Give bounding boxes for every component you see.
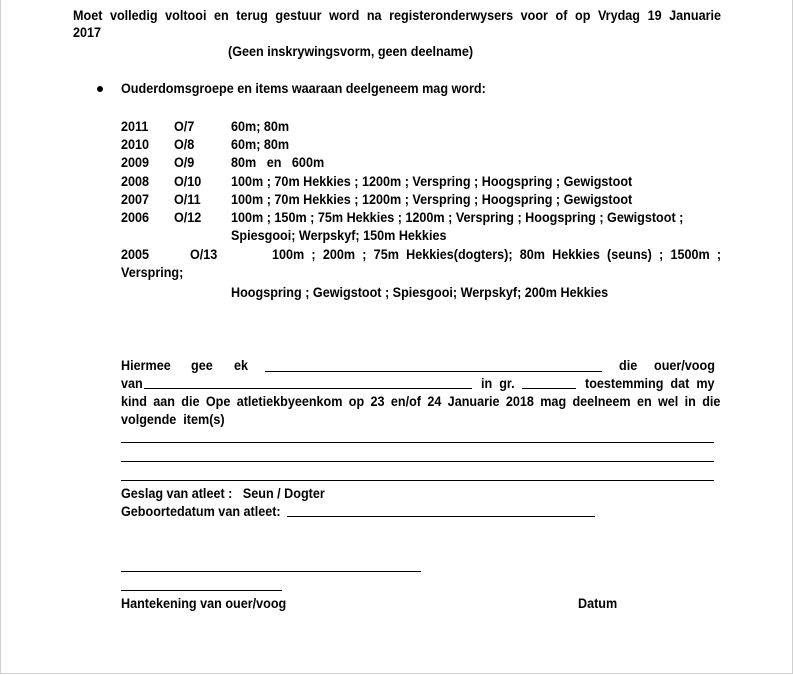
age-year: 2005 xyxy=(121,246,150,262)
consent-word: gee xyxy=(191,357,213,373)
age-year: 2006 xyxy=(121,209,150,225)
consent-toestemming: toestemming dat my xyxy=(585,375,715,391)
age-year: 2011 xyxy=(121,118,149,134)
age-group: O/9 xyxy=(174,154,195,170)
items-field-line[interactable] xyxy=(121,461,714,462)
date-label: Datum xyxy=(578,595,618,611)
age-group: O/8 xyxy=(174,136,195,152)
consent-word: ouer/voog xyxy=(654,357,715,373)
consent-line-3: kind aan die Ope atletiekbyeenkom op 23 en/of 24 Januarie 2018 mag deelneem en wel in die xyxy=(121,393,721,409)
consent-word: Hiermee xyxy=(121,357,171,373)
age-items: 100m ; 70m Hekkies ; 1200m ; Verspring ; Hoogspring ; Gewigstoot xyxy=(231,173,633,189)
consent-in-gr: in gr. xyxy=(481,375,515,391)
age-items-continued: Spiesgooi; Werpskyf; 150m Hekkies xyxy=(231,227,447,243)
athlete-name-field[interactable] xyxy=(144,388,472,389)
consent-van: van xyxy=(121,375,143,391)
age-group: O/13 xyxy=(190,246,218,262)
consent-line-4: volgende item(s) xyxy=(121,411,225,427)
age-group: O/10 xyxy=(174,173,202,189)
items-field-line[interactable] xyxy=(121,480,714,481)
age-items-continued: Hoogspring ; Gewigstoot ; Spiesgooi; Werpskyf; 200m Hekkies xyxy=(231,284,609,300)
consent-word: ek xyxy=(234,357,249,373)
age-items: 80m en 600m xyxy=(231,154,325,170)
age-year: 2007 xyxy=(121,191,150,207)
signature-field-short[interactable] xyxy=(121,590,282,591)
signature-label: Hantekening van ouer/voog xyxy=(121,595,287,611)
intro-line-2: 2017 xyxy=(73,24,102,40)
age-group: O/7 xyxy=(174,118,195,134)
age-items: 60m; 80m xyxy=(231,136,290,152)
bullet-icon xyxy=(97,86,103,92)
age-items: 100m ; 200m ; 75m Hekkies(dogters); 80m Hekkies (seuns) ; 1500m ; xyxy=(272,246,722,262)
birth-date-field[interactable] xyxy=(287,516,595,517)
age-items: 100m ; 150m ; 75m Hekkies ; 1200m ; Verspring ; Hoogspring ; Gewigstoot ; xyxy=(231,209,684,225)
age-year: 2010 xyxy=(121,136,150,152)
age-year: 2009 xyxy=(121,154,150,170)
age-items-continued: Verspring; xyxy=(121,264,184,280)
signature-field[interactable] xyxy=(121,571,421,572)
grade-field[interactable] xyxy=(522,388,576,389)
age-year: 2008 xyxy=(121,173,150,189)
age-items: 100m ; 70m Hekkies ; 1200m ; Verspring ; Hoogspring ; Gewigstoot xyxy=(231,191,633,207)
age-group: O/12 xyxy=(174,209,202,225)
intro-line-1: Moet volledig voltooi en terug gestuur word na registeronderwysers voor of op Vrydag 19 Januarie xyxy=(73,7,721,23)
consent-word: die xyxy=(619,357,638,373)
bullet-heading: Ouderdomsgroepe en items waaraan deelgeneem mag word: xyxy=(121,80,486,96)
age-group: O/11 xyxy=(174,191,201,207)
gender-label: Geslag van atleet : Seun / Dogter xyxy=(121,485,325,501)
items-field-line[interactable] xyxy=(121,442,714,443)
age-items: 60m; 80m xyxy=(231,118,290,134)
parent-name-field[interactable] xyxy=(265,371,602,372)
birth-date-label: Geboortedatum van atleet: xyxy=(121,503,281,519)
intro-note: (Geen inskrywingsvorm, geen deelname) xyxy=(228,43,474,59)
